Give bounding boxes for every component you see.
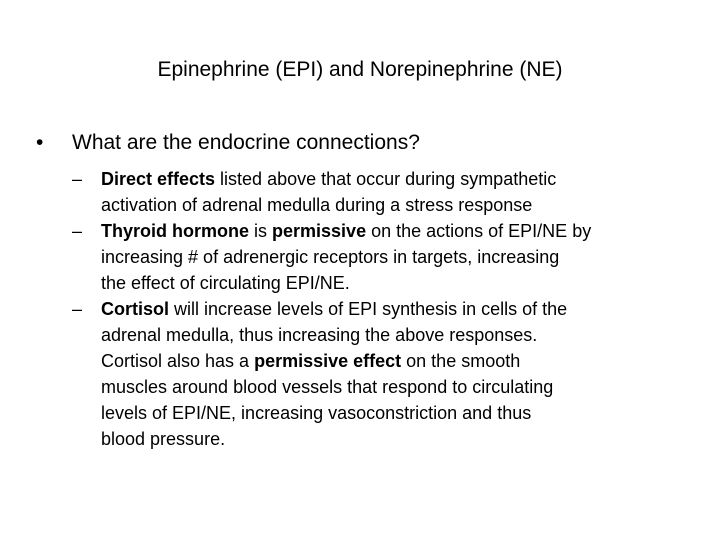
bold-term: Thyroid hormone (101, 221, 249, 241)
sub-line: activation of adrenal medulla during a stress response (101, 195, 533, 215)
sub-line (101, 218, 692, 244)
bold-term: Cortisol (101, 299, 170, 319)
line-text: Cortisol also has a (101, 351, 255, 371)
sub-bullet-list (72, 166, 692, 452)
bold-term: Direct effects (101, 169, 216, 189)
sub-line (101, 348, 692, 374)
line-text: on the actions of EPI/NE by (366, 221, 592, 241)
line-text: listed above that occur during sympathetic (215, 169, 557, 189)
sub-line: adrenal medulla, thus increasing the above responses. (101, 325, 538, 345)
dash-marker: – (72, 299, 83, 319)
bold-term: permissive effect (254, 351, 402, 371)
sub-item-thyroid-hormone (72, 218, 692, 296)
line-text: will increase levels of EPI synthesis in cells of the (169, 299, 568, 319)
sub-line: blood pressure. (101, 429, 226, 449)
sub-line: the effect of circulating EPI/NE. (101, 273, 350, 293)
sub-line: muscles around blood vessels that respond to circulating (101, 377, 554, 397)
sub-item-cortisol (72, 296, 692, 452)
line-text: on the smooth (401, 351, 521, 371)
sub-line: increasing # of adrenergic receptors in targets, increasing (101, 247, 560, 267)
dash-marker: – (72, 221, 83, 241)
line-text: is (249, 221, 273, 241)
bullet-text: What are the endocrine connections? (72, 131, 420, 154)
sub-item-direct-effects (72, 166, 692, 218)
sub-line (101, 296, 692, 322)
bullet-marker: • (36, 131, 44, 154)
sub-line: levels of EPI/NE, increasing vasoconstriction and thus (101, 403, 532, 423)
slide-title: Epinephrine (EPI) and Norepinephrine (NE) (157, 58, 563, 81)
dash-marker: – (72, 169, 83, 189)
sub-line (101, 166, 692, 192)
bold-term: permissive (272, 221, 367, 241)
